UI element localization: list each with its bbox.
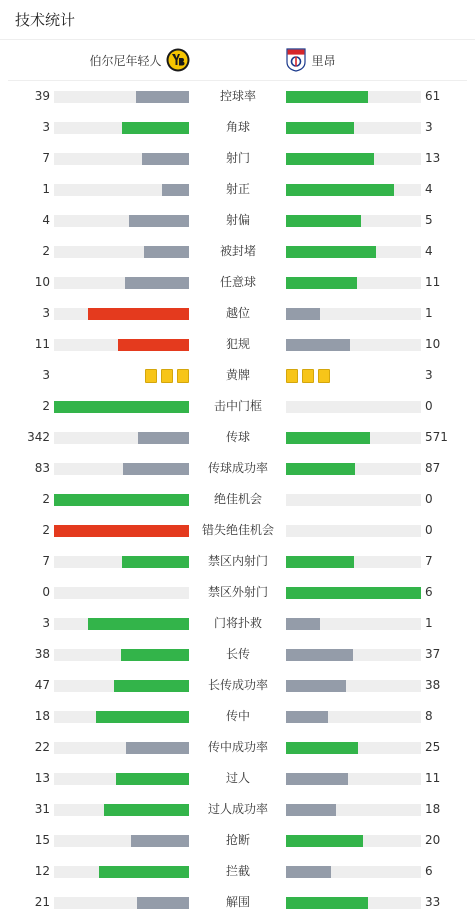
stat-row (0, 608, 475, 639)
home-stat-bar-fill (54, 494, 189, 506)
home-stat-bar-fill (136, 91, 189, 103)
home-stat-bar (54, 401, 189, 413)
home-stat-value: 2 (42, 523, 50, 537)
home-stat-bar (54, 525, 189, 537)
away-stat-value: 571 (425, 430, 448, 444)
stat-label: 过人 (225, 771, 250, 785)
away-stat-bar (286, 339, 421, 351)
home-stat-bar-fill (99, 866, 189, 878)
stat-row (0, 236, 475, 267)
home-stat-value: 3 (42, 120, 50, 134)
away-stat-bar (286, 804, 421, 816)
away-stat-bar (286, 587, 421, 599)
home-stat-bar-fill (122, 556, 190, 568)
home-stat-bar (54, 711, 189, 723)
away-stat-bar (286, 866, 421, 878)
home-stat-value: 39 (34, 89, 50, 103)
stat-row (0, 484, 475, 515)
stat-row (0, 639, 475, 670)
page-title: 技术统计 (15, 11, 76, 29)
away-stat-value: 38 (425, 678, 441, 692)
home-stat-bar-fill (129, 215, 189, 227)
home-stat-bar-fill (118, 339, 189, 351)
home-stat-bar (54, 835, 189, 847)
home-stat-value: 47 (34, 678, 50, 692)
stat-row (0, 391, 475, 422)
away-stat-bar (286, 742, 421, 754)
stat-label: 射门 (225, 151, 250, 165)
stat-row (0, 515, 475, 546)
stat-row (0, 701, 475, 732)
stat-label: 长传 (225, 647, 250, 661)
away-stat-bar (286, 618, 421, 630)
stat-label: 长传成功率 (207, 678, 268, 692)
stat-label: 错失绝佳机会 (201, 523, 274, 537)
home-stat-bar (54, 618, 189, 630)
stat-row (0, 856, 475, 887)
home-stat-bar (54, 773, 189, 785)
stat-row (0, 453, 475, 484)
away-stat-value: 61 (425, 89, 441, 103)
away-stat-bar (286, 122, 421, 134)
home-stat-bar-fill (125, 277, 189, 289)
home-stat-bar (54, 866, 189, 878)
away-stat-bar-fill (286, 91, 368, 103)
home-yellow-cards (145, 369, 189, 383)
home-team-name: 伯尔尼年轻人 (89, 53, 162, 68)
stat-label: 越位 (225, 306, 250, 320)
home-stat-value: 1 (42, 182, 50, 196)
away-stat-bar-fill (286, 215, 361, 227)
home-stat-bar (54, 308, 189, 320)
yellow-card-icon (302, 369, 314, 383)
home-stat-value: 31 (34, 802, 50, 816)
away-stat-value: 3 (425, 368, 433, 382)
stat-row (0, 360, 475, 391)
stat-label: 被封堵 (219, 244, 256, 258)
home-stat-bar-fill (162, 184, 189, 196)
stat-row (0, 81, 475, 112)
away-stat-bar (286, 184, 421, 196)
home-stat-bar-fill (114, 680, 189, 692)
home-stat-value: 7 (42, 554, 50, 568)
home-stat-bar (54, 432, 189, 444)
home-stat-bar-fill (137, 897, 190, 909)
away-team-name: 里昂 (311, 53, 336, 68)
home-stat-bar (54, 494, 189, 506)
home-stat-bar (54, 897, 189, 909)
away-stat-bar (286, 91, 421, 103)
away-stat-bar-fill (286, 246, 376, 258)
home-stat-value: 21 (34, 895, 50, 909)
home-stat-bar (54, 277, 189, 289)
home-stat-bar (54, 122, 189, 134)
stat-label: 拦截 (225, 864, 250, 878)
home-stat-bar-fill (116, 773, 189, 785)
home-stat-bar (54, 742, 189, 754)
stat-label: 击中门框 (213, 399, 262, 413)
home-stat-bar (54, 680, 189, 692)
stat-label: 传球成功率 (207, 461, 268, 475)
home-stat-bar-fill (121, 649, 189, 661)
away-stat-bar-fill (286, 122, 354, 134)
home-stat-bar-fill (126, 742, 189, 754)
home-stat-bar-fill (96, 711, 189, 723)
away-stat-bar-fill (286, 618, 320, 630)
home-stat-bar (54, 91, 189, 103)
away-stat-bar-fill (286, 835, 363, 847)
away-stat-bar-fill (286, 184, 394, 196)
stat-row (0, 143, 475, 174)
away-stat-bar-fill (286, 773, 348, 785)
away-stat-bar (286, 556, 421, 568)
home-stat-bar (54, 649, 189, 661)
away-stat-value: 5 (425, 213, 433, 227)
away-stat-value: 0 (425, 492, 433, 506)
away-stat-value: 11 (425, 771, 441, 785)
home-stat-bar (54, 215, 189, 227)
home-stat-value: 7 (42, 151, 50, 165)
yellow-card-icon (286, 369, 298, 383)
away-stat-bar (286, 463, 421, 475)
stat-label: 过人成功率 (207, 802, 268, 816)
home-stat-value: 342 (27, 430, 50, 444)
home-stat-value: 2 (42, 399, 50, 413)
stat-label: 传球 (225, 430, 250, 444)
away-stat-bar (286, 215, 421, 227)
away-stat-bar-fill (286, 556, 354, 568)
home-stat-value: 38 (34, 647, 50, 661)
yellow-card-icon (318, 369, 330, 383)
away-stat-value: 0 (425, 523, 433, 537)
home-stat-bar-fill (144, 246, 189, 258)
home-team[interactable] (89, 40, 189, 80)
away-stat-bar-fill (286, 649, 353, 661)
home-stat-bar-fill (131, 835, 189, 847)
home-stat-bar-fill (123, 463, 189, 475)
stat-row (0, 329, 475, 360)
stat-label: 抢断 (225, 833, 250, 847)
away-stat-bar (286, 153, 421, 165)
away-stat-bar-fill (286, 680, 346, 692)
away-stat-bar-fill (286, 804, 336, 816)
stat-label: 门将扑救 (213, 616, 262, 630)
stat-row (0, 546, 475, 577)
away-stat-bar (286, 525, 421, 537)
stat-row (0, 577, 475, 608)
stat-label: 解围 (225, 895, 250, 909)
stat-label: 黄牌 (225, 368, 250, 382)
away-stat-value: 8 (425, 709, 433, 723)
away-stat-bar (286, 711, 421, 723)
home-stat-bar-fill (88, 618, 189, 630)
stat-row (0, 887, 475, 918)
stat-row (0, 298, 475, 329)
home-stat-value: 0 (42, 585, 50, 599)
away-stat-bar-fill (286, 308, 320, 320)
away-stat-bar-fill (286, 587, 421, 599)
stat-row (0, 422, 475, 453)
away-stat-value: 6 (425, 585, 433, 599)
home-stat-bar-fill (122, 122, 190, 134)
away-stat-bar-fill (286, 866, 331, 878)
away-stat-bar (286, 897, 421, 909)
yellow-card-icon (145, 369, 157, 383)
away-stat-bar (286, 773, 421, 785)
away-stat-bar (286, 308, 421, 320)
lyon-logo-icon (286, 48, 306, 72)
away-stat-value: 6 (425, 864, 433, 878)
away-stat-bar (286, 680, 421, 692)
home-stat-bar (54, 587, 189, 599)
away-stat-value: 13 (425, 151, 441, 165)
home-stat-bar-fill (88, 308, 189, 320)
stat-row (0, 205, 475, 236)
home-stat-bar-fill (54, 525, 189, 537)
home-stat-bar (54, 184, 189, 196)
stat-label: 禁区外射门 (207, 585, 268, 599)
stat-row (0, 763, 475, 794)
home-stat-value: 2 (42, 244, 50, 258)
away-stat-value: 1 (425, 616, 433, 630)
home-stat-bar (54, 339, 189, 351)
home-stat-value: 3 (42, 306, 50, 320)
stat-label: 控球率 (219, 89, 256, 103)
home-stat-value: 12 (34, 864, 50, 878)
away-stat-value: 11 (425, 275, 441, 289)
stat-row (0, 267, 475, 298)
home-stat-value: 15 (34, 833, 50, 847)
away-stat-bar-fill (286, 463, 355, 475)
away-stat-value: 1 (425, 306, 433, 320)
home-stat-bar (54, 556, 189, 568)
stat-label: 传中成功率 (207, 740, 268, 754)
home-stat-value: 13 (34, 771, 50, 785)
home-stat-value: 10 (34, 275, 50, 289)
away-stat-bar (286, 835, 421, 847)
away-stat-value: 10 (425, 337, 441, 351)
away-stat-bar-fill (286, 339, 350, 351)
home-stat-value: 22 (34, 740, 50, 754)
away-stat-value: 25 (425, 740, 441, 754)
away-stat-bar (286, 649, 421, 661)
home-stat-value: 18 (34, 709, 50, 723)
stat-label: 任意球 (219, 275, 256, 289)
yellow-card-icon (161, 369, 173, 383)
home-stat-bar (54, 153, 189, 165)
away-stat-value: 37 (425, 647, 441, 661)
away-stat-bar (286, 401, 421, 413)
stat-label: 传中 (225, 709, 250, 723)
home-stat-bar-fill (142, 153, 189, 165)
home-stat-bar (54, 463, 189, 475)
stat-label: 射偏 (225, 213, 250, 227)
away-yellow-cards (286, 369, 330, 383)
stat-label: 犯规 (225, 337, 250, 351)
away-stat-bar-fill (286, 897, 368, 909)
away-stat-value: 0 (425, 399, 433, 413)
away-stat-value: 20 (425, 833, 441, 847)
away-stat-value: 4 (425, 182, 433, 196)
stat-label: 禁区内射门 (207, 554, 268, 568)
stat-label: 射正 (225, 182, 250, 196)
home-stat-bar-fill (138, 432, 189, 444)
home-stat-value: 3 (42, 616, 50, 630)
team-header (8, 40, 467, 81)
away-stat-bar-fill (286, 742, 358, 754)
away-stat-value: 3 (425, 120, 433, 134)
home-stat-value: 83 (34, 461, 50, 475)
away-stat-value: 4 (425, 244, 433, 258)
home-stat-bar-fill (104, 804, 189, 816)
away-stat-bar-fill (286, 432, 370, 444)
home-stat-value: 11 (34, 337, 50, 351)
away-stat-bar (286, 246, 421, 258)
away-team[interactable] (286, 40, 336, 80)
away-stat-bar (286, 494, 421, 506)
home-stat-bar-fill (54, 401, 189, 413)
stat-row (0, 732, 475, 763)
stat-row (0, 670, 475, 701)
away-stat-bar-fill (286, 711, 328, 723)
home-stat-value: 4 (42, 213, 50, 227)
away-stat-bar (286, 432, 421, 444)
young-boys-logo-icon (166, 48, 190, 72)
away-stat-bar-fill (286, 277, 357, 289)
away-stat-bar (286, 277, 421, 289)
home-stat-value: 2 (42, 492, 50, 506)
stat-label: 角球 (225, 120, 250, 134)
home-stat-bar (54, 246, 189, 258)
yellow-card-icon (177, 369, 189, 383)
stat-row (0, 174, 475, 205)
away-stat-value: 18 (425, 802, 441, 816)
stat-row (0, 825, 475, 856)
stats-list (0, 81, 475, 918)
away-stat-bar-fill (286, 153, 374, 165)
home-stat-value: 3 (42, 368, 50, 382)
away-stat-value: 33 (425, 895, 441, 909)
stat-label: 绝佳机会 (213, 492, 262, 506)
away-stat-value: 87 (425, 461, 441, 475)
stat-row (0, 794, 475, 825)
home-stat-bar (54, 804, 189, 816)
away-stat-value: 7 (425, 554, 433, 568)
page-title-bar (0, 0, 475, 40)
stat-row (0, 112, 475, 143)
